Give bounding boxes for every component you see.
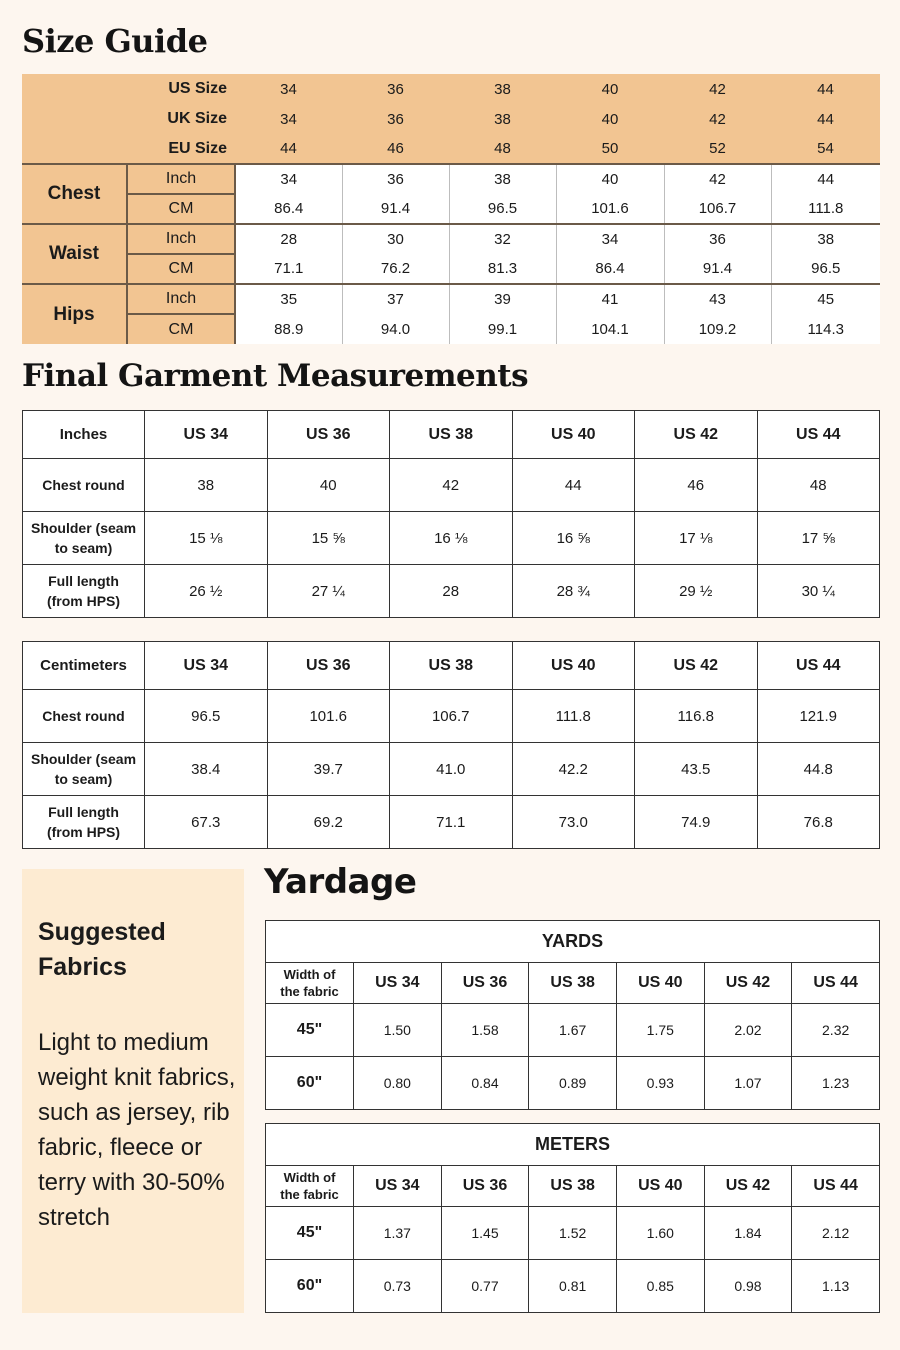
size-column-header: US 44	[757, 642, 880, 690]
size-column-header: US 34	[145, 411, 268, 459]
measure-value: 76.8	[757, 796, 880, 849]
fabric-width-value: 60"	[266, 1057, 354, 1110]
yardage-value: 1.52	[529, 1207, 617, 1260]
measure-row-label: Full length (from HPS)	[23, 565, 145, 618]
measure-row	[23, 565, 880, 618]
size-value: 41	[556, 284, 664, 314]
size-column-header: US 36	[441, 1166, 529, 1207]
size-value: 104.1	[556, 314, 664, 344]
measure-value: 30 ¼	[757, 565, 880, 618]
measure-value: 44.8	[757, 743, 880, 796]
size-header-value: 48	[449, 134, 556, 164]
measure-value: 38.4	[145, 743, 268, 796]
size-row-cm	[22, 254, 880, 284]
size-header-value: 44	[771, 104, 880, 134]
fabric-width-value: 45"	[266, 1004, 354, 1057]
measure-value: 28	[390, 565, 513, 618]
measure-value: 67.3	[145, 796, 268, 849]
fabric-width-label: Width of the fabric	[266, 1166, 354, 1207]
measure-value: 74.9	[635, 796, 758, 849]
yardage-value: 1.13	[792, 1260, 880, 1313]
size-value: 101.6	[556, 194, 664, 224]
size-header-row	[22, 74, 880, 104]
size-guide-title: Size Guide	[22, 22, 208, 60]
measure-value: 106.7	[390, 690, 513, 743]
size-column-header: US 40	[512, 642, 635, 690]
size-header-row	[22, 134, 880, 164]
suggested-fabrics-heading: Suggested Fabrics	[38, 918, 166, 981]
yardage-title: Yardage	[264, 862, 417, 902]
yardage-value: 0.85	[616, 1260, 704, 1313]
yardage-value: 1.58	[441, 1004, 529, 1057]
measure-value: 116.8	[635, 690, 758, 743]
size-column-header: US 42	[635, 642, 758, 690]
unit-label-cm: CM	[127, 194, 235, 224]
yardage-value: 0.81	[529, 1260, 617, 1313]
size-header-value: 44	[235, 134, 342, 164]
size-column-header: US 36	[267, 642, 390, 690]
measure-value: 40	[267, 459, 390, 512]
yardage-value: 2.12	[792, 1207, 880, 1260]
size-row-cm	[22, 194, 880, 224]
size-value: 34	[235, 164, 342, 194]
yardage-value: 1.75	[616, 1004, 704, 1057]
size-header-value: 42	[664, 104, 771, 134]
size-value: 30	[342, 224, 449, 254]
size-value: 114.3	[771, 314, 880, 344]
size-value: 40	[556, 164, 664, 194]
size-column-header: US 42	[635, 411, 758, 459]
size-value: 86.4	[235, 194, 342, 224]
yardage-value: 0.89	[529, 1057, 617, 1110]
size-value: 88.9	[235, 314, 342, 344]
yardage-row	[266, 1260, 880, 1313]
size-value: 38	[449, 164, 556, 194]
measure-value: 69.2	[267, 796, 390, 849]
yardage-caption: METERS	[266, 1124, 880, 1166]
size-value: 91.4	[342, 194, 449, 224]
yardage-value: 0.93	[616, 1057, 704, 1110]
yardage-value: 1.67	[529, 1004, 617, 1057]
size-column-header: US 44	[792, 963, 880, 1004]
size-group-label: Waist	[22, 224, 127, 284]
size-value: 44	[771, 164, 880, 194]
measure-value: 27 ¼	[267, 565, 390, 618]
measure-value: 48	[757, 459, 880, 512]
measure-value: 16 ⅝	[512, 512, 635, 565]
size-value: 39	[449, 284, 556, 314]
size-column-header: US 42	[704, 963, 792, 1004]
size-header-label: US Size	[22, 74, 235, 104]
size-value: 81.3	[449, 254, 556, 284]
measure-value: 43.5	[635, 743, 758, 796]
measure-value: 42	[390, 459, 513, 512]
measure-row	[23, 743, 880, 796]
yardage-caption-row	[266, 921, 880, 963]
size-header-value: 46	[342, 134, 449, 164]
measure-value: 38	[145, 459, 268, 512]
measure-row	[23, 459, 880, 512]
size-header-value: 38	[449, 74, 556, 104]
measure-header-row	[23, 411, 880, 459]
measure-value: 101.6	[267, 690, 390, 743]
yardage-header-row	[266, 963, 880, 1004]
size-header-value: 40	[556, 74, 664, 104]
yardage-value: 1.23	[792, 1057, 880, 1110]
yardage-row	[266, 1057, 880, 1110]
measure-corner-label: Inches	[23, 411, 145, 459]
size-header-value: 34	[235, 74, 342, 104]
size-row-cm	[22, 314, 880, 344]
fabric-width-label: Width of the fabric	[266, 963, 354, 1004]
size-value: 45	[771, 284, 880, 314]
size-column-header: US 36	[267, 411, 390, 459]
measure-value: 71.1	[390, 796, 513, 849]
yardage-value: 0.77	[441, 1260, 529, 1313]
yardage-value: 0.80	[354, 1057, 442, 1110]
size-column-header: US 34	[354, 963, 442, 1004]
size-column-header: US 38	[529, 963, 617, 1004]
size-row-inch	[22, 164, 880, 194]
size-value: 36	[342, 164, 449, 194]
yardage-caption: YARDS	[266, 921, 880, 963]
size-value: 91.4	[664, 254, 771, 284]
size-column-header: US 40	[616, 1166, 704, 1207]
measure-corner-label: Centimeters	[23, 642, 145, 690]
yardage-value: 2.32	[792, 1004, 880, 1057]
size-value: 76.2	[342, 254, 449, 284]
measure-row-label: Chest round	[23, 690, 145, 743]
size-value: 35	[235, 284, 342, 314]
size-column-header: US 34	[354, 1166, 442, 1207]
measure-value: 17 ⅛	[635, 512, 758, 565]
measure-row	[23, 690, 880, 743]
size-value: 28	[235, 224, 342, 254]
measure-value: 39.7	[267, 743, 390, 796]
size-header-value: 52	[664, 134, 771, 164]
measure-row	[23, 796, 880, 849]
suggested-fabrics-panel	[22, 869, 244, 1313]
yardage-value: 1.84	[704, 1207, 792, 1260]
size-column-header: US 38	[390, 642, 513, 690]
size-header-value: 54	[771, 134, 880, 164]
size-column-header: US 38	[529, 1166, 617, 1207]
size-column-header: US 44	[792, 1166, 880, 1207]
size-header-row	[22, 104, 880, 134]
size-value: 71.1	[235, 254, 342, 284]
measure-value: 17 ⅝	[757, 512, 880, 565]
size-group-label: Chest	[22, 164, 127, 224]
size-value: 43	[664, 284, 771, 314]
measure-value: 73.0	[512, 796, 635, 849]
measure-value: 44	[512, 459, 635, 512]
size-header-value: 38	[449, 104, 556, 134]
size-value: 111.8	[771, 194, 880, 224]
measure-value: 28 ¾	[512, 565, 635, 618]
size-group-label: Hips	[22, 284, 127, 344]
size-header-value: 40	[556, 104, 664, 134]
measure-value: 41.0	[390, 743, 513, 796]
size-value: 37	[342, 284, 449, 314]
fabric-width-value: 60"	[266, 1260, 354, 1313]
measure-value: 96.5	[145, 690, 268, 743]
measure-value: 16 ⅛	[390, 512, 513, 565]
unit-label-cm: CM	[127, 314, 235, 344]
measure-row-label: Shoulder (seam to seam)	[23, 743, 145, 796]
yards-table	[265, 920, 880, 1110]
yardage-row	[266, 1207, 880, 1260]
size-header-label: UK Size	[22, 104, 235, 134]
yardage-value: 0.73	[354, 1260, 442, 1313]
size-value: 86.4	[556, 254, 664, 284]
size-header-value: 36	[342, 74, 449, 104]
measure-value: 26 ½	[145, 565, 268, 618]
size-column-header: US 44	[757, 411, 880, 459]
measure-header-row	[23, 642, 880, 690]
size-column-header: US 36	[441, 963, 529, 1004]
size-value: 106.7	[664, 194, 771, 224]
yardage-row	[266, 1004, 880, 1057]
size-value: 96.5	[449, 194, 556, 224]
final-garment-title: Final Garment Measurements	[22, 358, 529, 394]
size-row-inch	[22, 284, 880, 314]
yardage-value: 1.45	[441, 1207, 529, 1260]
size-column-header: US 40	[616, 963, 704, 1004]
size-guide-table	[22, 74, 880, 344]
size-column-header: US 42	[704, 1166, 792, 1207]
fabric-width-value: 45"	[266, 1207, 354, 1260]
yardage-value: 1.60	[616, 1207, 704, 1260]
measure-row	[23, 512, 880, 565]
size-value: 96.5	[771, 254, 880, 284]
meters-table	[265, 1123, 880, 1313]
size-value: 99.1	[449, 314, 556, 344]
measure-value: 15 ⅝	[267, 512, 390, 565]
yardage-caption-row	[266, 1124, 880, 1166]
size-header-label: EU Size	[22, 134, 235, 164]
size-column-header: US 38	[390, 411, 513, 459]
yardage-value: 2.02	[704, 1004, 792, 1057]
size-header-value: 50	[556, 134, 664, 164]
size-value: 38	[771, 224, 880, 254]
size-header-value: 34	[235, 104, 342, 134]
unit-label-inch: Inch	[127, 284, 235, 314]
size-value: 109.2	[664, 314, 771, 344]
measure-row-label: Full length (from HPS)	[23, 796, 145, 849]
measure-row-label: Chest round	[23, 459, 145, 512]
unit-label-inch: Inch	[127, 224, 235, 254]
size-header-value: 42	[664, 74, 771, 104]
yardage-value: 1.07	[704, 1057, 792, 1110]
unit-label-inch: Inch	[127, 164, 235, 194]
size-value: 94.0	[342, 314, 449, 344]
measure-row-label: Shoulder (seam to seam)	[23, 512, 145, 565]
measure-value: 111.8	[512, 690, 635, 743]
size-value: 32	[449, 224, 556, 254]
yardage-value: 1.50	[354, 1004, 442, 1057]
yardage-value: 1.37	[354, 1207, 442, 1260]
size-column-header: US 34	[145, 642, 268, 690]
measure-value: 46	[635, 459, 758, 512]
measure-value: 15 ⅛	[145, 512, 268, 565]
size-value: 42	[664, 164, 771, 194]
centimeters-measurement-table	[22, 641, 880, 849]
suggested-fabrics-text: Light to medium weight knit fabrics, such as jersey, rib fabric, fleece or terry with 30-50% stretch	[38, 1029, 236, 1231]
size-column-header: US 40	[512, 411, 635, 459]
yardage-value: 0.84	[441, 1057, 529, 1110]
unit-label-cm: CM	[127, 254, 235, 284]
measure-value: 29 ½	[635, 565, 758, 618]
size-value: 36	[664, 224, 771, 254]
size-value: 34	[556, 224, 664, 254]
yardage-header-row	[266, 1166, 880, 1207]
yardage-value: 0.98	[704, 1260, 792, 1313]
inches-measurement-table	[22, 410, 880, 618]
size-header-value: 44	[771, 74, 880, 104]
size-row-inch	[22, 224, 880, 254]
measure-value: 121.9	[757, 690, 880, 743]
size-header-value: 36	[342, 104, 449, 134]
measure-value: 42.2	[512, 743, 635, 796]
